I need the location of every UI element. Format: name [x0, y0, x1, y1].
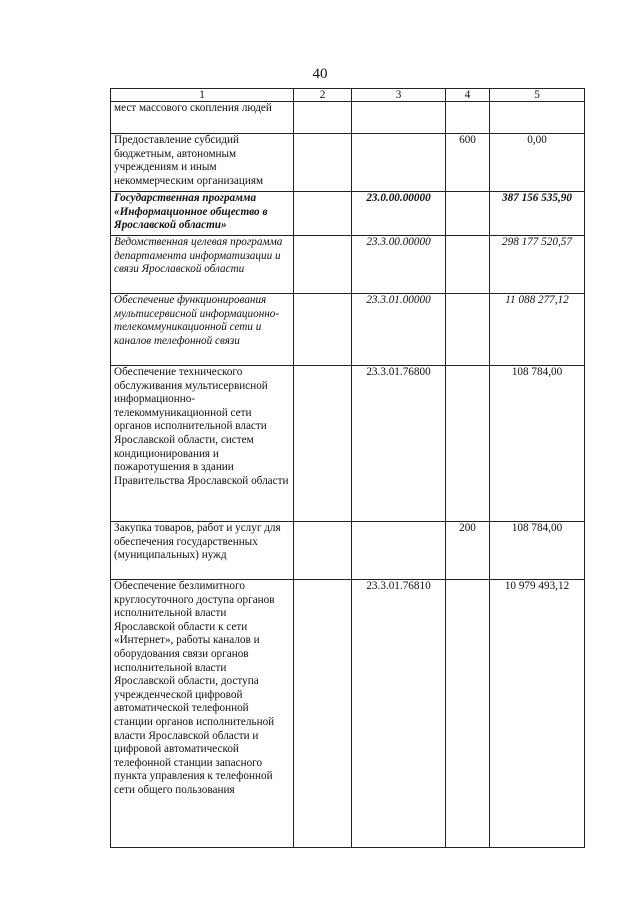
row-type — [446, 102, 490, 134]
row-code — [352, 134, 446, 192]
row-code: 23.3.01.76810 — [352, 580, 446, 848]
row-col2 — [294, 580, 352, 848]
row-col2 — [294, 236, 352, 294]
row-name: Государственная программа «Информационное общество в Ярославской области» — [111, 192, 294, 236]
header-cell: 4 — [446, 89, 490, 102]
row-col2 — [294, 134, 352, 192]
page-number: 40 — [312, 66, 328, 82]
header-cell: 1 — [111, 89, 294, 102]
row-name: мест массового скопления людей — [111, 102, 294, 134]
row-col2 — [294, 294, 352, 366]
row-amount: 11 088 277,12 — [490, 294, 585, 366]
row-amount: 387 156 535,90 — [490, 192, 585, 236]
row-amount: 108 784,00 — [490, 366, 585, 522]
row-col2 — [294, 522, 352, 580]
table-row — [111, 580, 585, 848]
header-cell: 5 — [490, 89, 585, 102]
row-amount: 0,00 — [490, 134, 585, 192]
row-code — [352, 102, 446, 134]
row-code: 23.0.00.00000 — [352, 192, 446, 236]
header-cell: 2 — [294, 89, 352, 102]
row-code — [352, 522, 446, 580]
row-amount: 10 979 493,12 — [490, 580, 585, 848]
row-type — [446, 294, 490, 366]
row-name: Предоставление субсидий бюджетным, автономным учреждениям и иным некоммерческим организациям — [111, 134, 294, 192]
row-code: 23.3.01.76800 — [352, 366, 446, 522]
row-name: Обеспечение функционирования мультисервисной информационно-телекоммуникационной сети и каналов телефонной связи — [111, 294, 294, 366]
row-name: Обеспечение технического обслуживания мультисервисной информационно-телекоммуникационной сети органов исполнительной власти Ярославской области, систем кондиционирования и пожаротушения в здании Правительства Ярославской области — [111, 366, 294, 522]
budget-table — [110, 88, 585, 848]
row-col2 — [294, 102, 352, 134]
row-name: Закупка товаров, работ и услуг для обеспечения государственных (муниципальных) нужд — [111, 522, 294, 580]
row-amount — [490, 102, 585, 134]
table-row — [111, 236, 585, 294]
row-col2 — [294, 366, 352, 522]
header-row — [111, 89, 585, 102]
row-type — [446, 236, 490, 294]
table-row — [111, 102, 585, 134]
row-code: 23.3.00.00000 — [352, 236, 446, 294]
table-row — [111, 366, 585, 522]
table-row — [111, 294, 585, 366]
row-amount: 108 784,00 — [490, 522, 585, 580]
row-type — [446, 192, 490, 236]
table-row — [111, 134, 585, 192]
row-type — [446, 580, 490, 848]
row-col2 — [294, 192, 352, 236]
row-name: Обеспечение безлимитного круглосуточного доступа органов исполнительной власти Ярославской области к сети «Интернет», работы каналов и оборудования связи органов исполнительной власти Ярославской области, доступа учрежденческой цифровой автоматической телефонной станции органов исполнительной власти Ярославской области и цифровой автоматической телефонной станции запасного пункта управления к телефонной сети общего пользования — [111, 580, 294, 848]
row-type: 200 — [446, 522, 490, 580]
header-cell: 3 — [352, 89, 446, 102]
table-row — [111, 192, 585, 236]
row-type: 600 — [446, 134, 490, 192]
row-code: 23.3.01.00000 — [352, 294, 446, 366]
row-amount: 298 177 520,57 — [490, 236, 585, 294]
row-name: Ведомственная целевая программа департамента информатизации и связи Ярославской области — [111, 236, 294, 294]
row-type — [446, 366, 490, 522]
table-row — [111, 522, 585, 580]
